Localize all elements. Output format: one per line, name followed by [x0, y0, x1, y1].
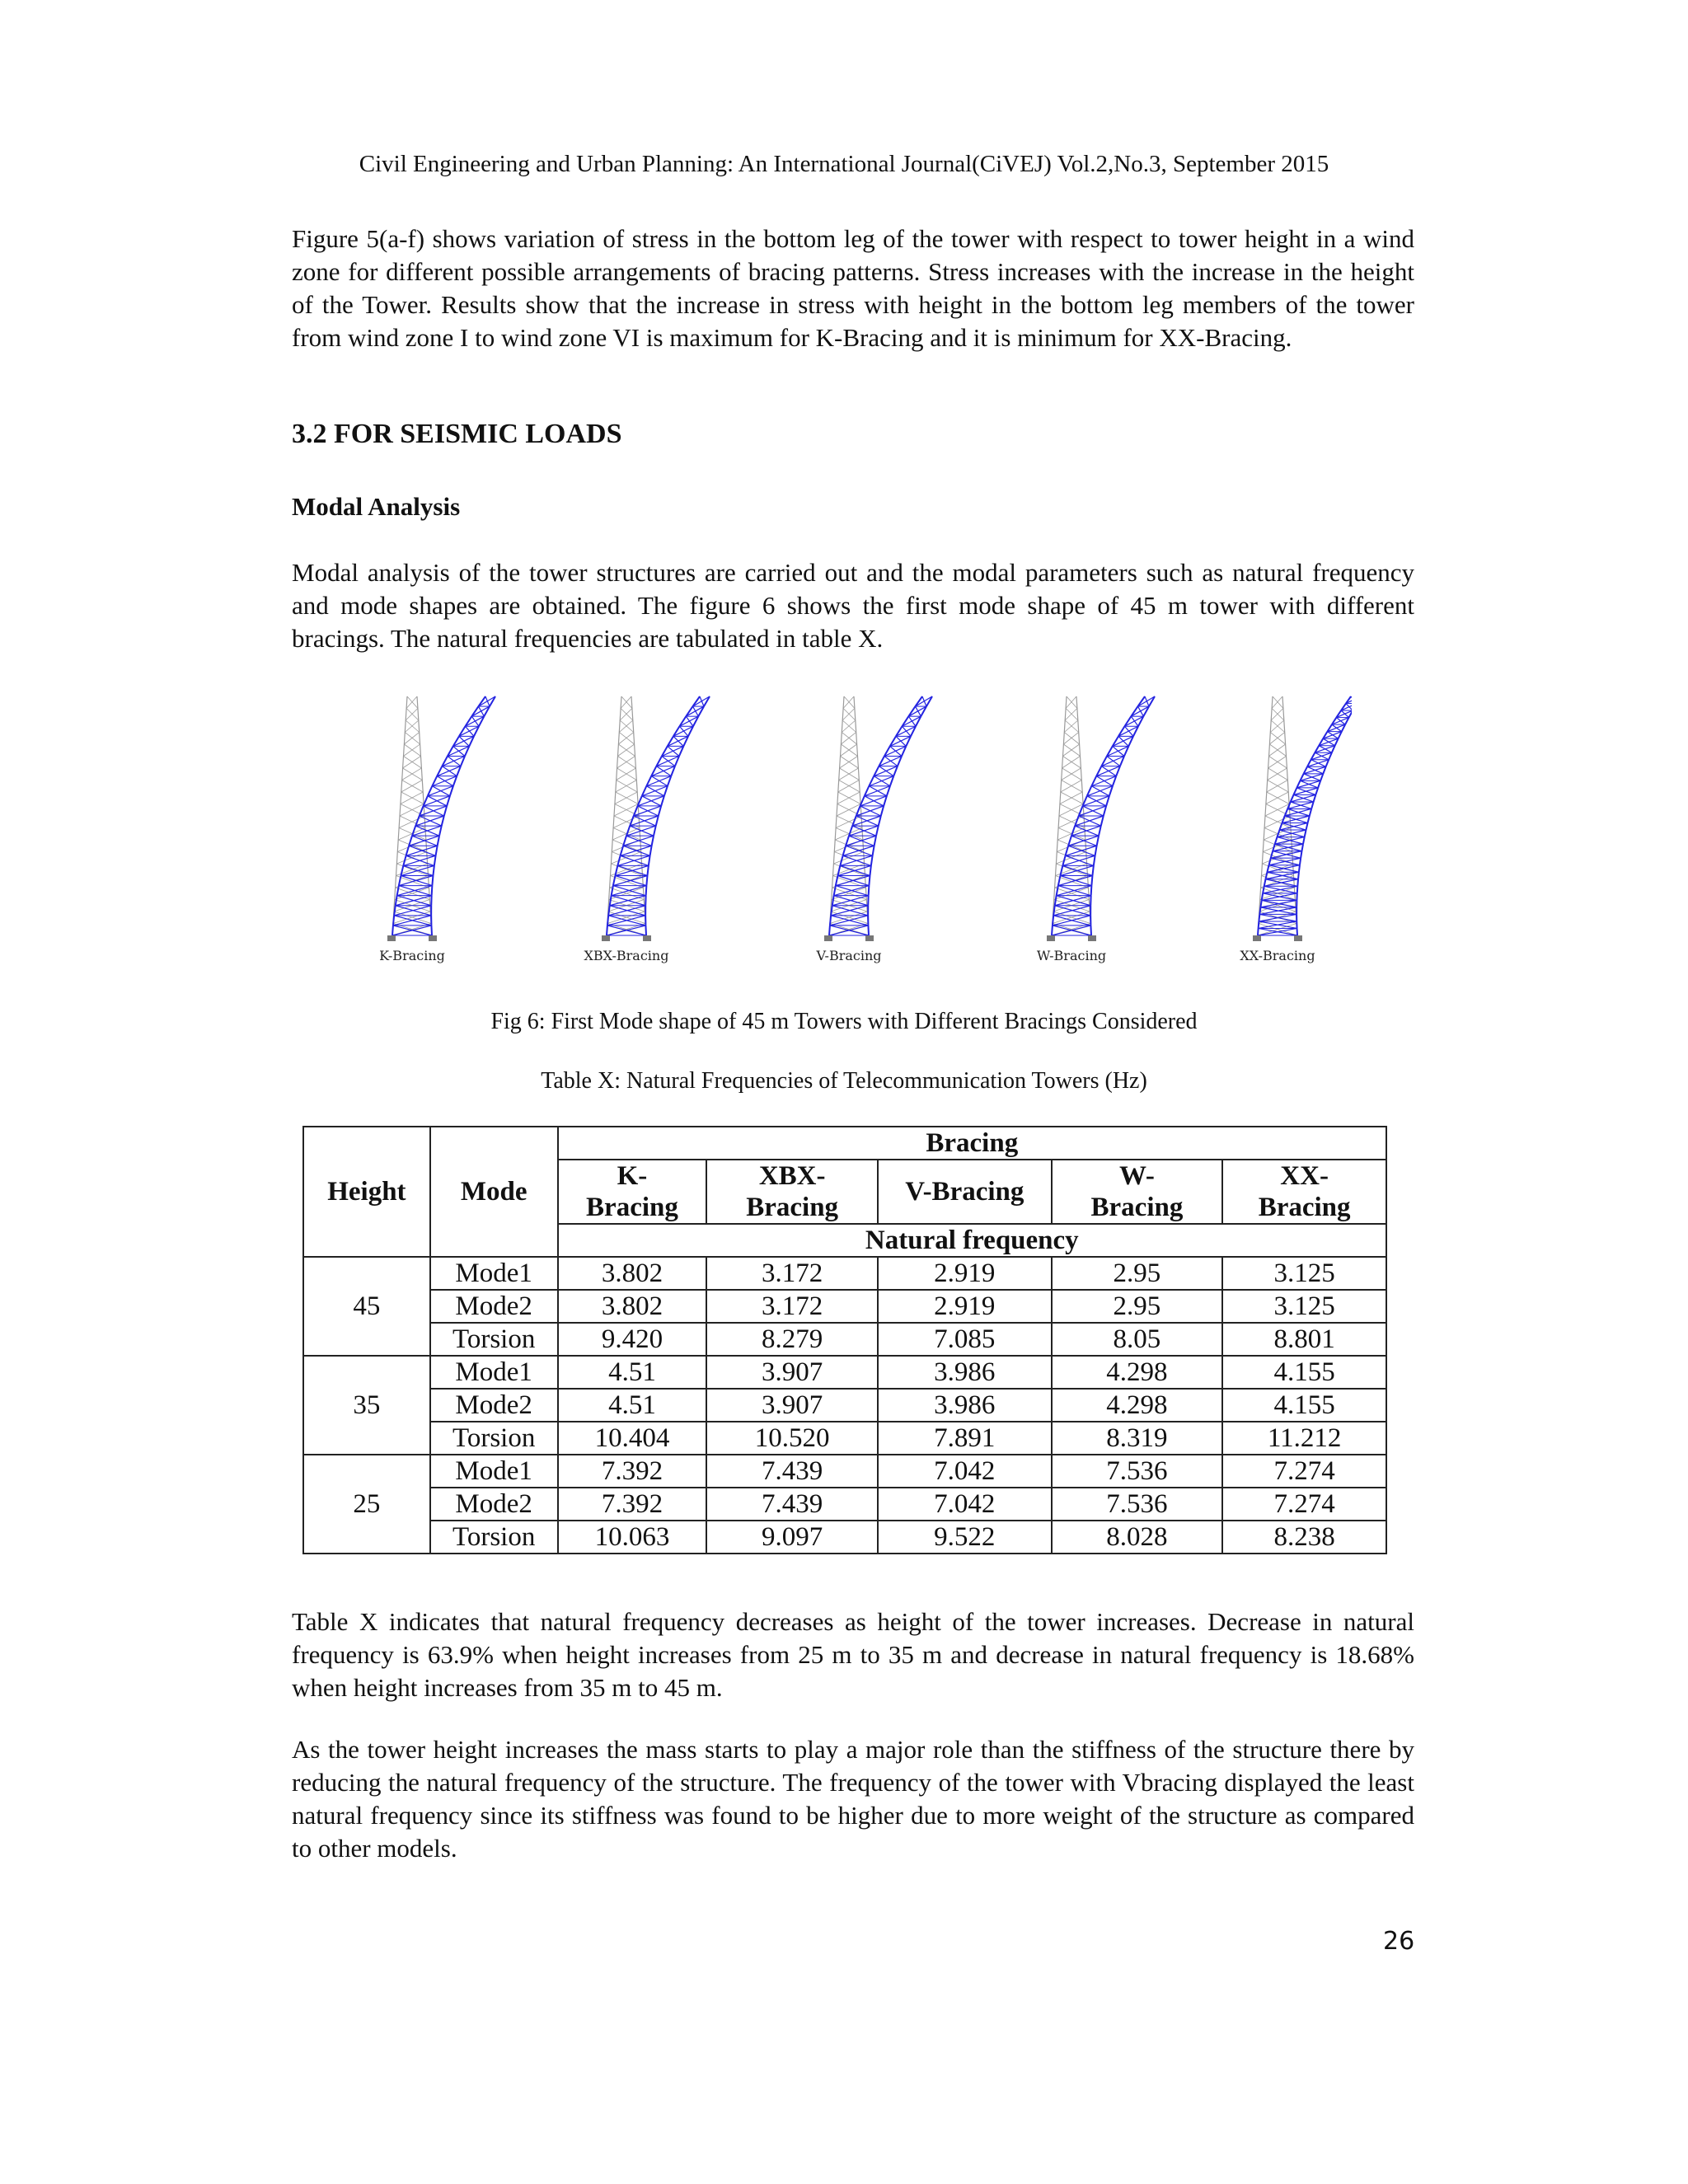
frequency-cell: 10.063 — [558, 1521, 707, 1554]
frequency-cell: 7.085 — [878, 1323, 1052, 1356]
frequency-cell: 10.520 — [706, 1422, 878, 1455]
tower-w — [1037, 696, 1155, 963]
frequency-cell: 7.042 — [878, 1488, 1052, 1521]
tower-xx — [1240, 696, 1352, 963]
height-cell: 45 — [303, 1257, 430, 1356]
mode-cell: Torsion — [430, 1323, 558, 1356]
subheading-modal-analysis: Modal Analysis — [292, 492, 461, 521]
tower-label: XX-Bracing — [1240, 948, 1315, 963]
tower-label: V-Bracing — [816, 948, 882, 963]
frequency-cell: 3.986 — [878, 1356, 1052, 1389]
table-row — [303, 1257, 1386, 1290]
table-row — [303, 1422, 1386, 1455]
tower-xbx — [584, 696, 710, 963]
frequency-cell: 3.125 — [1222, 1290, 1386, 1323]
frequency-cell: 3.802 — [558, 1290, 707, 1323]
height-cell: 35 — [303, 1356, 430, 1455]
frequency-cell: 9.522 — [878, 1521, 1052, 1554]
section-heading: 3.2 FOR SEISMIC LOADS — [292, 419, 622, 449]
frequency-cell: 7.392 — [558, 1455, 707, 1488]
mode-cell: Mode1 — [430, 1257, 558, 1290]
frequency-cell: 7.439 — [706, 1455, 878, 1488]
mode-cell: Mode1 — [430, 1356, 558, 1389]
frequency-cell: 7.536 — [1052, 1488, 1223, 1521]
tower-label: K-Bracing — [379, 948, 445, 963]
natural-frequency-table — [302, 1126, 1387, 1554]
figure-caption: Fig 6: First Mode shape of 45 m Towers with Different Bracings Considered — [490, 1009, 1198, 1034]
frequency-cell: 8.238 — [1222, 1521, 1386, 1554]
paragraph-mass-stiffness: As the tower height increases the mass starts to play a major role than the stiffness of the structure there by reducing the natural frequency of the structure. The frequency of the tower with Vbracing displayed the least natural frequency since its stiffness was found to be higher due to more weight of the structure as compared to other models. — [292, 1735, 1414, 1863]
frequency-cell: 3.172 — [706, 1257, 878, 1290]
paragraph-stress-variation: Figure 5(a-f) shows variation of stress in the bottom leg of the tower with respect to tower height in a wind zone for different possible arrangements of bracing patterns. Stress increases with the increase in the height of the Tower. Results show that the increase in stress with height in the bottom leg members of the tower from wind zone I to wind zone VI is maximum for K-Bracing and it is minimum for XX-Bracing. — [292, 224, 1414, 352]
frequency-cell: 3.907 — [706, 1389, 878, 1422]
frequency-cell: 4.155 — [1222, 1356, 1386, 1389]
frequency-cell: 7.274 — [1222, 1455, 1386, 1488]
mode-cell: Mode2 — [430, 1389, 558, 1422]
tower-k — [379, 696, 495, 963]
frequency-cell: 8.801 — [1222, 1323, 1386, 1356]
frequency-cell: 4.298 — [1052, 1389, 1223, 1422]
frequency-cell: 7.891 — [878, 1422, 1052, 1455]
frequency-cell: 9.097 — [706, 1521, 878, 1554]
table-caption: Table X: Natural Frequencies of Telecommunication Towers (Hz) — [541, 1068, 1147, 1094]
table-row — [303, 1521, 1386, 1554]
frequency-cell: 3.125 — [1222, 1257, 1386, 1290]
mode-cell: Mode2 — [430, 1488, 558, 1521]
table-row — [303, 1389, 1386, 1422]
frequency-cell: 10.404 — [558, 1422, 707, 1455]
mode-cell: Torsion — [430, 1521, 558, 1554]
col-header-v-bracing: V-Bracing — [878, 1160, 1052, 1224]
mode-cell: Mode1 — [430, 1455, 558, 1488]
table-row — [303, 1488, 1386, 1521]
frequency-cell: 8.319 — [1052, 1422, 1223, 1455]
mode-shape-figure — [363, 688, 1352, 985]
journal-header: Civil Engineering and Urban Planning: An International Journal(CiVEJ) Vol.2,No.3, September 2015 — [359, 151, 1329, 177]
frequency-cell: 11.212 — [1222, 1422, 1386, 1455]
frequency-cell: 3.986 — [878, 1389, 1052, 1422]
height-header: Height — [303, 1127, 430, 1257]
table-row — [303, 1323, 1386, 1356]
frequency-cell: 2.919 — [878, 1290, 1052, 1323]
frequency-cell: 4.51 — [558, 1356, 707, 1389]
tower-v — [815, 696, 932, 963]
mode-header: Mode — [430, 1127, 558, 1257]
mode-cell: Torsion — [430, 1422, 558, 1455]
table-row — [303, 1290, 1386, 1323]
tower-label: XBX-Bracing — [584, 948, 669, 963]
natural-frequency-subheader: Natural frequency — [558, 1224, 1386, 1257]
frequency-cell: 7.274 — [1222, 1488, 1386, 1521]
frequency-cell: 8.279 — [706, 1323, 878, 1356]
frequency-cell: 3.802 — [558, 1257, 707, 1290]
bracing-header: Bracing — [558, 1127, 1386, 1160]
frequency-cell: 7.439 — [706, 1488, 878, 1521]
frequency-cell: 3.907 — [706, 1356, 878, 1389]
tower-label: W-Bracing — [1036, 948, 1107, 963]
frequency-cell: 9.420 — [558, 1323, 707, 1356]
height-cell: 25 — [303, 1455, 430, 1554]
col-header-k-bracing: K- Bracing — [558, 1160, 707, 1224]
frequency-cell: 4.298 — [1052, 1356, 1223, 1389]
frequency-cell: 8.028 — [1052, 1521, 1223, 1554]
frequency-cell: 2.95 — [1052, 1257, 1223, 1290]
frequency-cell: 2.95 — [1052, 1290, 1223, 1323]
frequency-cell: 2.919 — [878, 1257, 1052, 1290]
page-number: 26 — [1383, 1927, 1415, 1956]
frequency-cell: 8.05 — [1052, 1323, 1223, 1356]
paragraph-modal-analysis: Modal analysis of the tower structures are carried out and the modal parameters such as natural frequency and mode shapes are obtained. The figure 6 shows the first mode shape of 45 m tower with different bracings. The natural frequencies are tabulated in table X. — [292, 558, 1414, 653]
paragraph-table-discussion: Table X indicates that natural frequency decreases as height of the tower increases. Decrease in natural frequency is 63.9% when height increases from 25 m to 35 m and decrease in natural frequency is 18.68% when height increases from 35 m to 45 m. — [292, 1607, 1414, 1702]
table-row — [303, 1455, 1386, 1488]
frequency-cell: 4.51 — [558, 1389, 707, 1422]
frequency-cell: 7.042 — [878, 1455, 1052, 1488]
col-header-xx-bracing: XX- Bracing — [1222, 1160, 1386, 1224]
mode-cell: Mode2 — [430, 1290, 558, 1323]
frequency-cell: 3.172 — [706, 1290, 878, 1323]
table-row — [303, 1356, 1386, 1389]
col-header-w-bracing: W- Bracing — [1052, 1160, 1223, 1224]
frequency-cell: 7.536 — [1052, 1455, 1223, 1488]
frequency-cell: 7.392 — [558, 1488, 707, 1521]
col-header-xbx-bracing: XBX- Bracing — [706, 1160, 878, 1224]
frequency-cell: 4.155 — [1222, 1389, 1386, 1422]
